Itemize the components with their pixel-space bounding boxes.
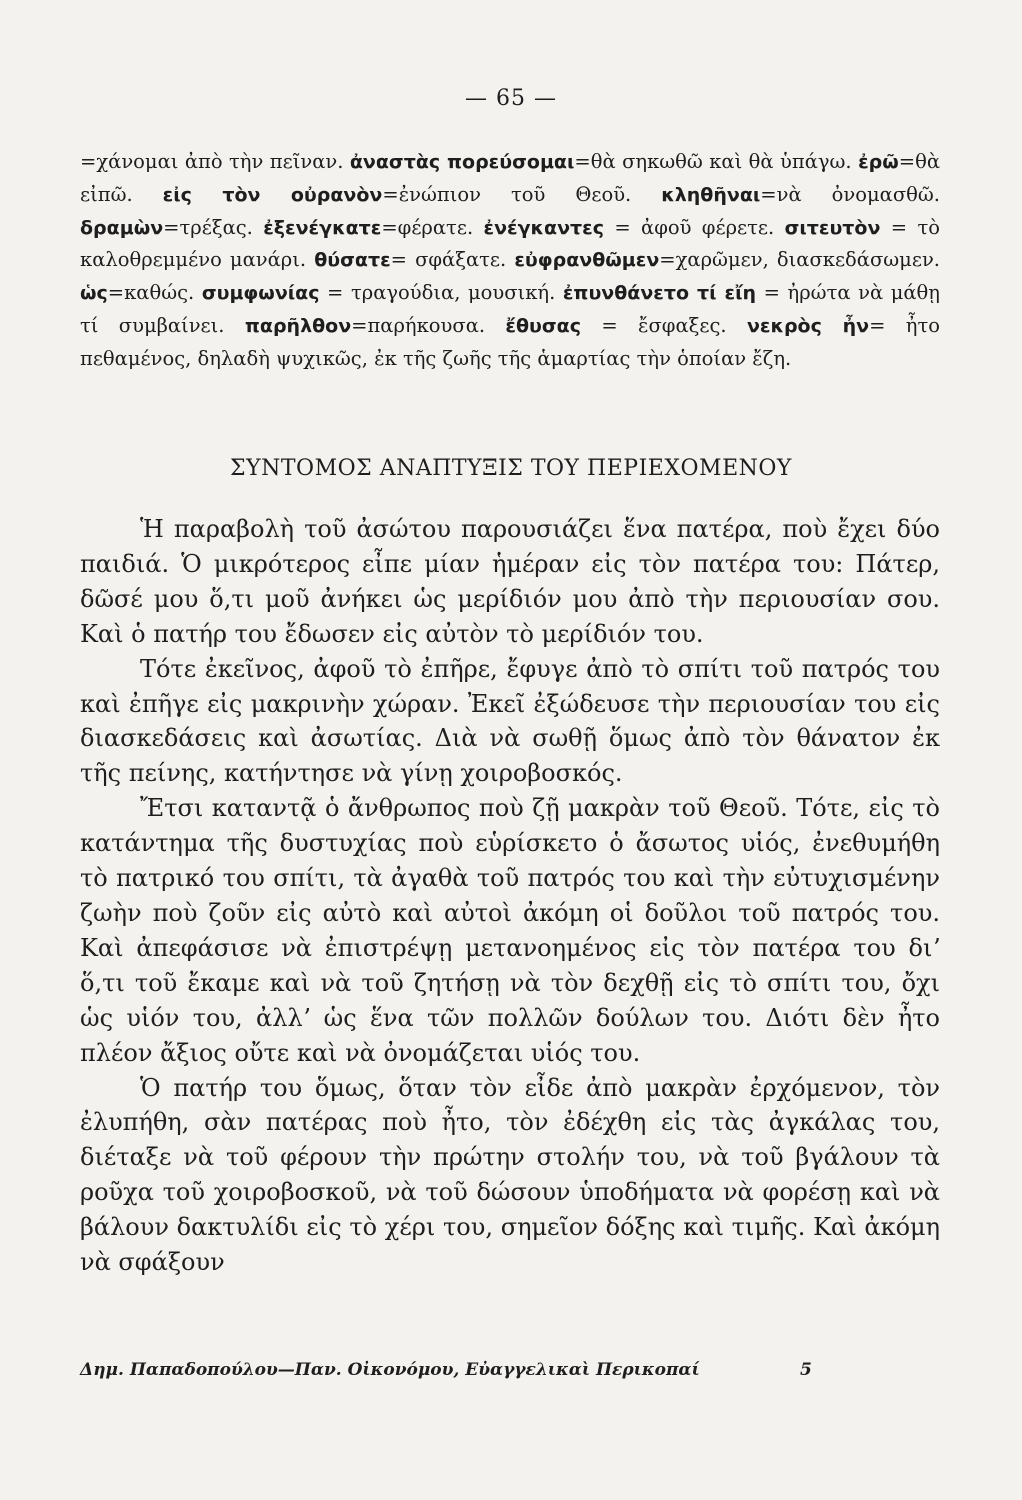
summary-paragraph: Ἡ παραβολὴ τοῦ ἀσώτου παρουσιάζει ἕνα πατέρα, ποὺ ἔχει δύο παιδιά. Ὁ μικρότερος εἶπε μίαν ἡμέραν εἰς τὸν πατέρα του: Πάτερ, δῶσέ μου ὅ,τι μοῦ ἀνήκει ὡς μερίδιόν μου ἀπὸ τὴν περιουσίαν σου. Καὶ ὁ πατήρ του ἔδωσεν εἰς αὐτὸν τὸ μερίδιόν του. <box>80 515 940 648</box>
glossary-term: ἔθυσας <box>505 314 581 337</box>
glossary-term: συμφωνίας <box>201 282 320 305</box>
page-number: — 65 — <box>465 86 557 111</box>
glossary-definition: = τὸ καλοθρεμμένο μανάρι. <box>80 215 941 272</box>
glossary-definition: = ἀφοῦ φέρετε. <box>604 215 785 239</box>
glossary-term: παρῆλθον <box>244 314 352 337</box>
section-title: ΣΥΝΤΟΜΟΣ ΑΝΑΠΤΥΞΙΣ ΤΟΥ ΠΕΡΙΕΧΟΜΕΝΟΥ <box>230 456 792 481</box>
glossary-definition: =καθώς. <box>107 281 202 305</box>
summary-paragraph: Τότε ἐκεῖνος, ἀφοῦ τὸ ἐπῆρε, ἔφυγε ἀπὸ τὸ σπίτι τοῦ πατρός του καὶ ἐπῆγε εἰς μακρινὴν χώραν. Ἐκεῖ ἐξώδευσε τὴν περιουσίαν του εἰς διασκεδάσεις καὶ ἀσωτίας. Διὰ νὰ σωθῇ ὅμως ἀπὸ τὸν θάνατον ἐκ τῆς πείνης, κατήντησε νὰ γίνῃ χοιροβοσκός. <box>80 654 940 788</box>
summary-body <box>80 512 940 1280</box>
glossary-definition: =παρήκουσα. <box>351 313 506 337</box>
glossary-paragraph <box>80 146 940 375</box>
glossary-definition: =χάνομαι ἀπὸ τὴν πεῖναν. <box>80 150 350 173</box>
glossary-term: ἐξενέγκατε <box>263 216 382 239</box>
glossary-term: ὡς <box>80 282 108 305</box>
glossary-definition: =νὰ ὀνομασθῶ. <box>760 182 940 206</box>
glossary-definition: =θὰ σηκωθῶ καὶ θὰ ὑπάγω. <box>574 150 859 173</box>
glossary-definition: =ἐνώπιον τοῦ Θεοῦ. <box>382 182 662 206</box>
glossary-definition: = ἦτο πεθαμένος, δηλαδὴ ψυχικῶς, ἐκ τῆς ζωῆς τῆς ἁμαρτίας τὴν ὁποίαν ἔζη. <box>80 313 941 370</box>
glossary-definition: =τρέξας. <box>163 215 264 239</box>
glossary-definition: = σφάξατε. <box>390 248 515 272</box>
glossary-term: ἐπυνθάνετο τί εἴη <box>562 282 757 305</box>
footer-citation: Δημ. Παπαδοπούλου—Παν. Οἰκονόμου, Εὐαγγελικαὶ Περικοπαί <box>80 1360 700 1380</box>
glossary-definition: =θὰ εἰπῶ. <box>80 150 941 206</box>
glossary-term: εὐφρανθῶμεν <box>514 249 660 272</box>
glossary-term: νεκρὸς ἦν <box>746 314 870 337</box>
glossary-definition: = τραγούδια, μουσική. <box>319 281 563 305</box>
glossary-term: σιτευτὸν <box>784 216 881 239</box>
glossary-definition: =φέρατε. <box>381 215 484 239</box>
glossary-definition: = ἠρώτα νὰ μάθῃ τί συμβαίνει. <box>80 281 940 337</box>
glossary-term: θύσατε <box>314 249 391 272</box>
signature-mark: 5 <box>800 1360 812 1380</box>
glossary-term: δραμὼν <box>80 216 164 239</box>
glossary-term: κληθῆναι <box>661 183 761 206</box>
glossary-definition: = ἔσφαξες. <box>581 313 747 337</box>
summary-paragraph: Ὁ πατήρ του ὅμως, ὅταν τὸν εἶδε ἀπὸ μακρὰν ἐρχόμενον, τὸν ἐλυπήθη, σὰν πατέρας ποὺ ἦτο, τὸν ἐδέχθη εἰς τὰς ἀγκάλας του, διέταξε νὰ τοῦ φέρουν τὴν πρώτην στολήν του, νὰ τοῦ βγάλουν τὰ ροῦχα τοῦ χοιροβοσκοῦ, νὰ τοῦ δώσουν ὑποδήματα νὰ φορέσῃ καὶ νὰ βάλουν δακτυλίδι εἰς τὸ χέρι του, σημεῖον δόξης καὶ τιμῆς. Καὶ ἀκόμη νὰ σφάξουν <box>80 1073 940 1277</box>
glossary-term: εἰς τὸν οὐρανὸν <box>162 183 383 206</box>
glossary-definition: =χαρῶμεν, διασκεδάσωμεν. <box>659 248 940 272</box>
glossary-term: ἐρῶ <box>858 151 899 173</box>
summary-paragraph: Ἔτσι καταντᾷ ὁ ἄνθρωπος ποὺ ζῇ μακρὰν τοῦ Θεοῦ. Τότε, εἰς τὸ κατάντημα τῆς δυστυχίας ποὺ εὑρίσκετο ὁ ἄσωτος υἱός, ἐνεθυμήθη τὸ πατρικό του σπίτι, τὰ ἀγαθὰ τοῦ πατρός του καὶ τὴν εὐτυχισμένην ζωὴν ποὺ ζοῦν εἰς αὐτὸ καὶ αὐτοὶ ἀκόμη οἱ δοῦλοι τοῦ πατρός του. Καὶ ἀπεφάσισε νὰ ἐπιστρέψῃ μετανοημένος εἰς τὸν πατέρα του διʼ ὅ,τι τοῦ ἔκαμε καὶ νὰ τοῦ ζητήσῃ νὰ τὸν δεχθῇ εἰς τὸ σπίτι του, ὄχι ὡς υἱόν του, ἀλλʼ ὡς ἕνα τῶν πολλῶν δούλων του. Διότι δὲν ἦτο πλέον ἄξιος οὔτε καὶ νὰ ὀνομάζεται υἱός του. <box>80 794 940 1067</box>
glossary-term: ἀναστὰς πορεύσομαι <box>349 151 575 173</box>
glossary-term: ἐνέγκαντες <box>483 216 604 239</box>
page-footer <box>80 1360 940 1380</box>
